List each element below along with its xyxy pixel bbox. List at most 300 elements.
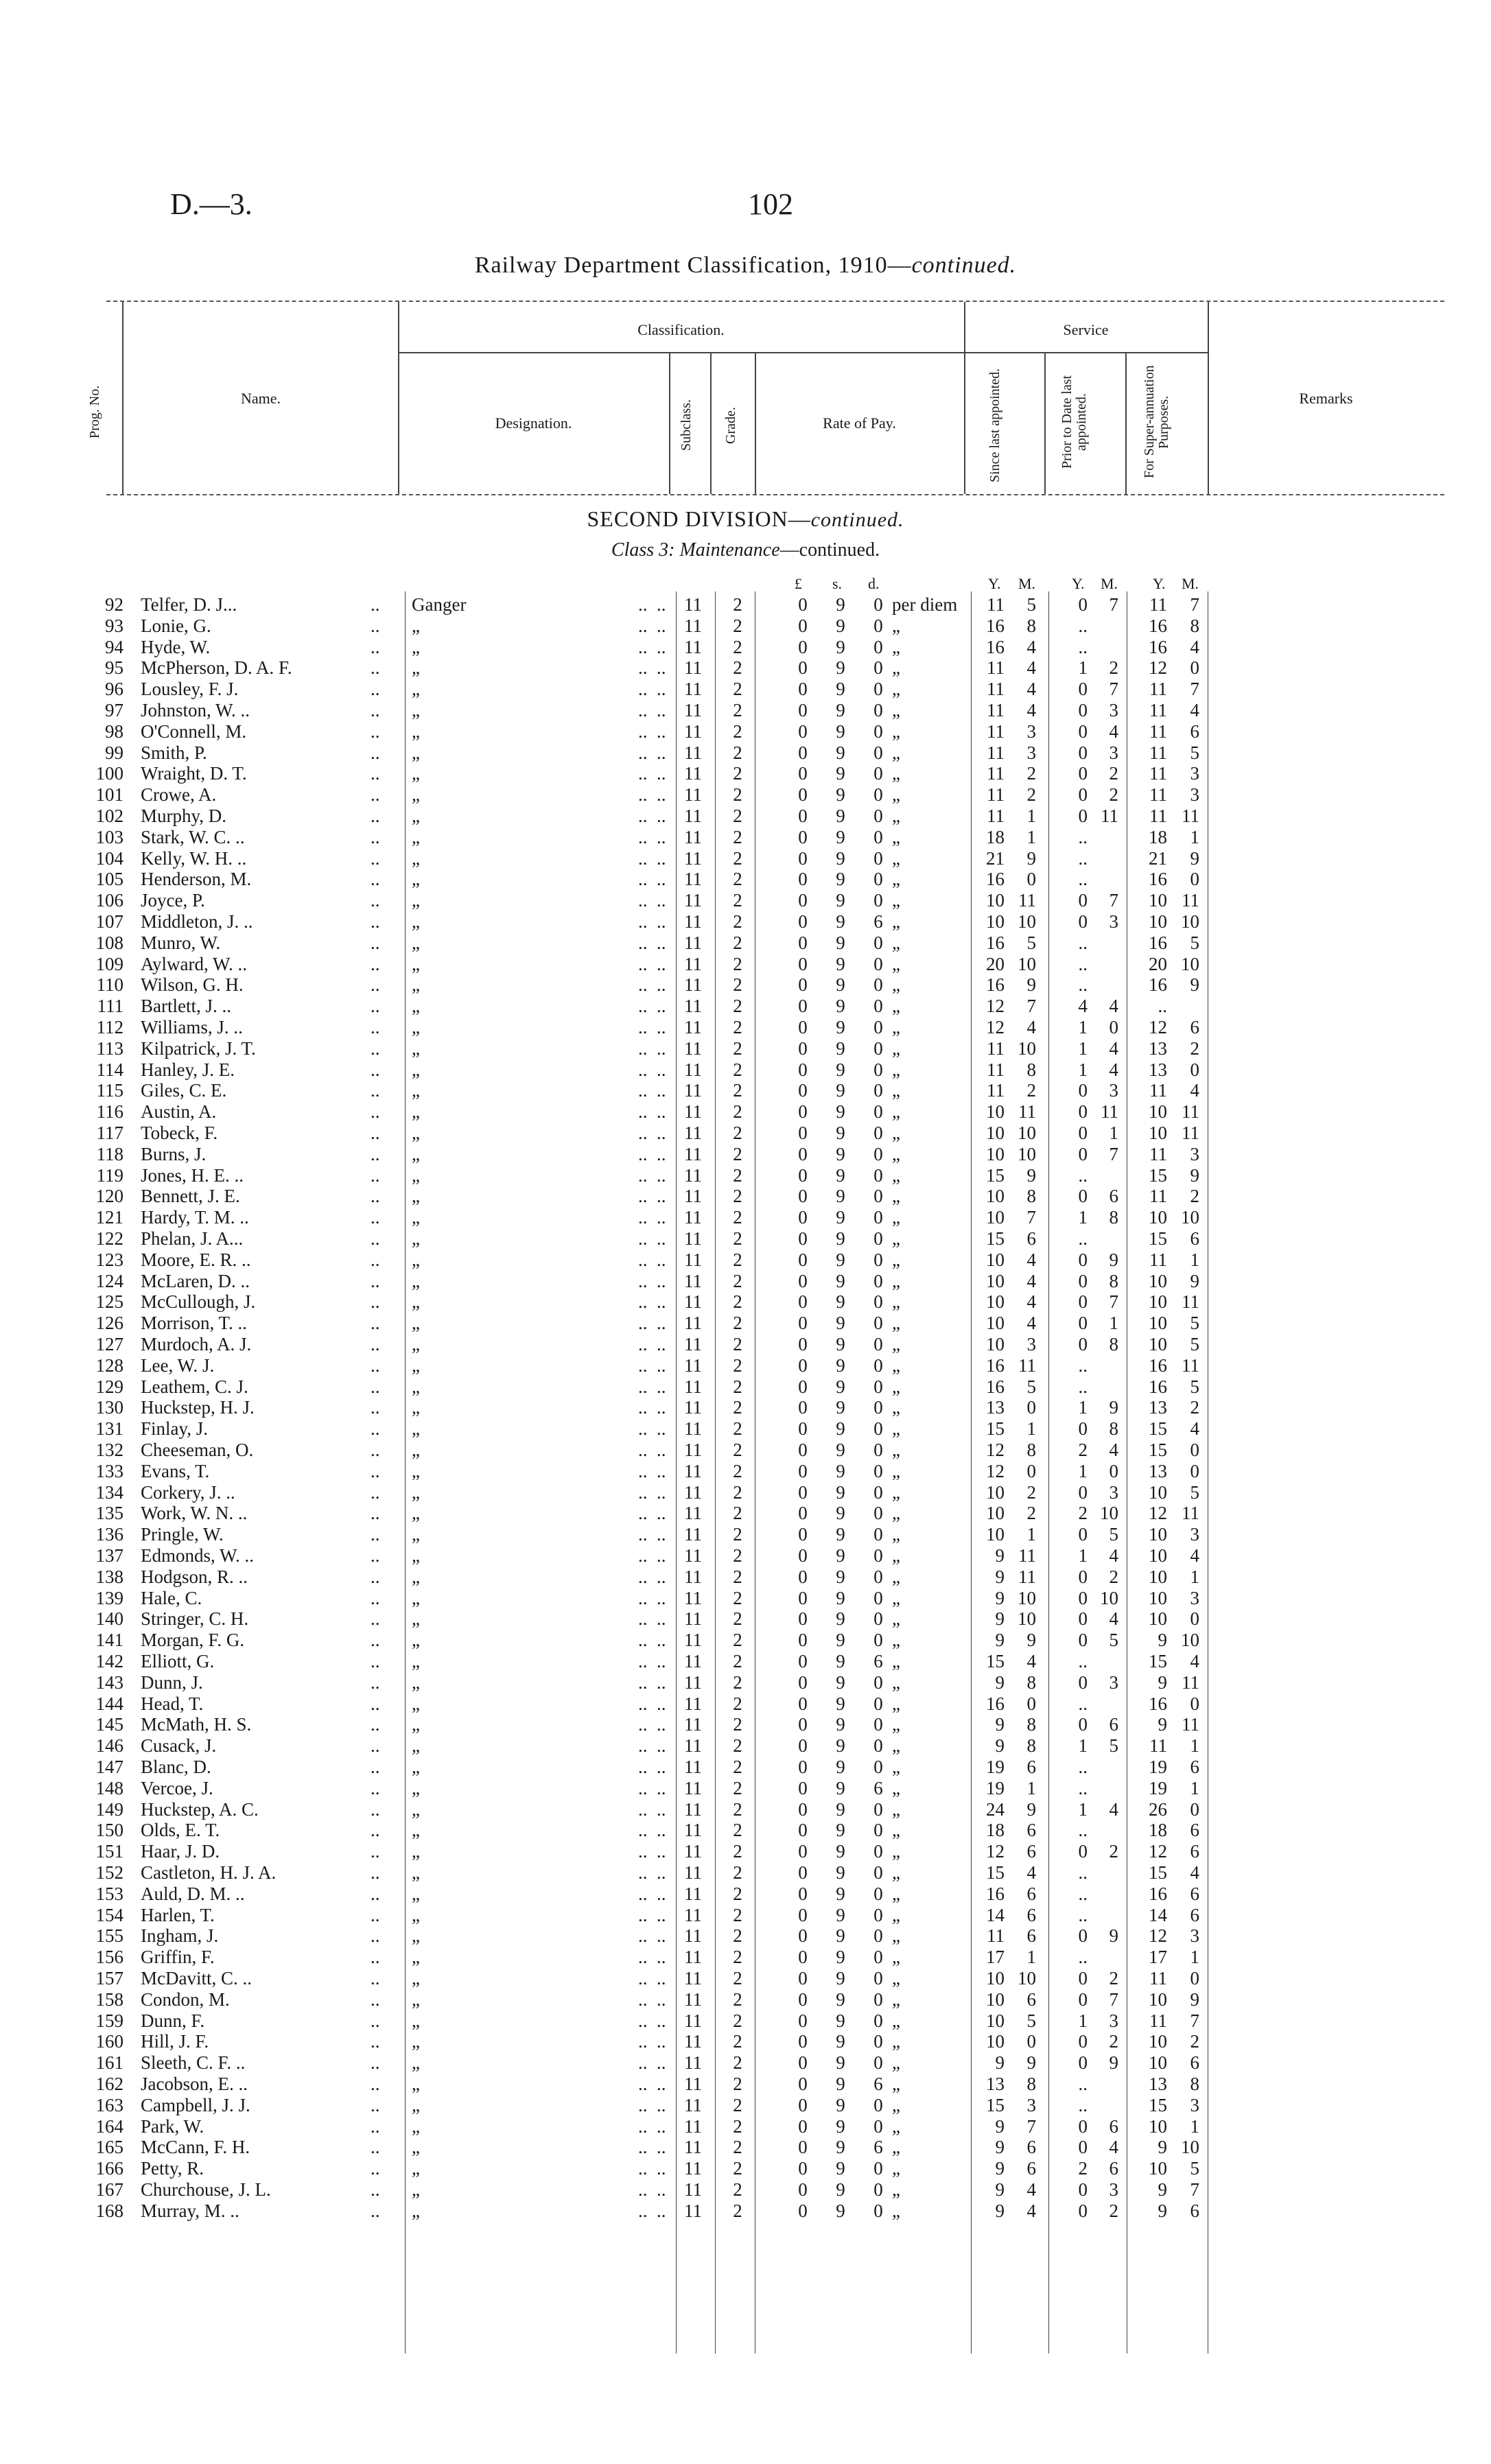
cell-name: Vercoe, J. bbox=[141, 1777, 213, 1798]
table-row bbox=[0, 1462, 1491, 1480]
leader-dots: .. .. bbox=[638, 1059, 666, 1080]
cell-prior-months: 2 bbox=[1109, 763, 1118, 784]
cell-rate-shillings: 9 bbox=[836, 1143, 845, 1164]
cell-prior-months: 7 bbox=[1109, 679, 1118, 700]
cell-grade: 2 bbox=[733, 720, 742, 742]
cell-rate-pence: 0 bbox=[873, 1228, 883, 1249]
cell-since-years: 9 bbox=[995, 2052, 1005, 2074]
cell-name: Leathem, C. J. bbox=[141, 1376, 248, 1397]
cell-rate-pounds: 0 bbox=[798, 2200, 808, 2221]
col-grade: Grade. bbox=[723, 407, 738, 444]
cell-name: Huckstep, A. C. bbox=[141, 1798, 259, 1820]
cell-name: Petty, R. bbox=[141, 2158, 204, 2179]
cell-since-months: 6 bbox=[1026, 1883, 1036, 1904]
cell-rate-pence: 0 bbox=[873, 1608, 883, 1630]
cell-super-years: 11 bbox=[1149, 2010, 1167, 2031]
cell-grade: 2 bbox=[733, 1587, 742, 1608]
cell-super-years: 19 bbox=[1149, 1777, 1167, 1798]
cell-rate-period: „ bbox=[892, 1123, 900, 1143]
cell-prog-no: 113 bbox=[96, 1037, 124, 1059]
table-row bbox=[0, 1208, 1491, 1226]
cell-since-months: 3 bbox=[1026, 720, 1036, 742]
cell-since-months: 10 bbox=[1018, 911, 1036, 932]
leader-dots: .. bbox=[371, 1841, 380, 1862]
cell-super-months: 7 bbox=[1190, 679, 1199, 700]
cell-since-months: 4 bbox=[1026, 657, 1036, 679]
cell-super-months: 0 bbox=[1190, 1059, 1199, 1080]
table-row bbox=[0, 1695, 1491, 1713]
table-row bbox=[0, 1842, 1491, 1860]
cell-designation: „ bbox=[412, 1587, 420, 1608]
cell-since-months: 6 bbox=[1026, 1228, 1036, 1249]
cell-prior-years: 0 bbox=[1078, 594, 1088, 615]
table-row bbox=[0, 1800, 1491, 1818]
cell-rate-pence: 0 bbox=[873, 1988, 883, 2010]
cell-super-months: 10 bbox=[1181, 2137, 1199, 2158]
cell-prior-months: 11 bbox=[1101, 806, 1118, 826]
table-row bbox=[0, 955, 1491, 973]
cell-name: Burns, J. bbox=[141, 1143, 207, 1164]
cell-rate-shillings: 9 bbox=[836, 1566, 845, 1587]
cell-name: Wraight, D. T. bbox=[141, 763, 247, 784]
cell-prog-no: 153 bbox=[95, 1883, 124, 1904]
cell-name: Evans, T. bbox=[141, 1460, 210, 1481]
leader-dots: .. bbox=[371, 826, 380, 847]
cell-grade: 2 bbox=[733, 1883, 742, 1904]
cell-super-months: 6 bbox=[1190, 1841, 1199, 1862]
cell-rate-period: „ bbox=[892, 615, 900, 636]
leader-dots: .. .. bbox=[638, 1164, 666, 1186]
cell-designation: „ bbox=[412, 1291, 420, 1313]
cell-super-years: 11 bbox=[1149, 1143, 1167, 1164]
leader-dots: .. bbox=[371, 890, 380, 911]
cell-since-years: 9 bbox=[995, 2115, 1005, 2137]
cell-rate-shillings: 9 bbox=[836, 2010, 845, 2031]
cell-super-years: 15 bbox=[1149, 1862, 1167, 1883]
cell-since-years: 18 bbox=[986, 826, 1005, 847]
cell-name: Griffin, F. bbox=[141, 1947, 215, 1968]
cell-since-months: 11 bbox=[1018, 890, 1036, 911]
cell-rate-pence: 0 bbox=[873, 1714, 883, 1735]
cell-super-months: 1 bbox=[1190, 1777, 1199, 1798]
table-row bbox=[0, 1568, 1491, 1586]
cell-super-months: 5 bbox=[1190, 1376, 1199, 1397]
cell-rate-pence: 0 bbox=[873, 1757, 883, 1777]
cell-rate-pounds: 0 bbox=[798, 2010, 808, 2031]
cell-grade: 2 bbox=[733, 2137, 742, 2158]
table-row bbox=[0, 1671, 1491, 1693]
cell-rate-pence: 0 bbox=[873, 1862, 883, 1883]
cell-rate-pence: 0 bbox=[873, 1270, 883, 1291]
cell-designation: „ bbox=[412, 1735, 420, 1757]
cell-since-months: 4 bbox=[1026, 1651, 1036, 1671]
cell-super-months: 11 bbox=[1182, 1123, 1199, 1143]
cell-rate-shillings: 9 bbox=[836, 2137, 845, 2158]
cell-since-years: 11 bbox=[987, 700, 1005, 720]
cell-prog-no: 106 bbox=[95, 890, 124, 911]
cell-since-months: 1 bbox=[1026, 1418, 1036, 1440]
leader-dots: .. bbox=[371, 2179, 380, 2200]
cell-rate-period: „ bbox=[892, 826, 900, 847]
cell-since-years: 18 bbox=[986, 1820, 1005, 1841]
cell-prog-no: 139 bbox=[95, 1587, 124, 1608]
cell-rate-shillings: 9 bbox=[836, 1841, 845, 1862]
cell-rate-period: „ bbox=[892, 1080, 900, 1101]
table-row bbox=[0, 2075, 1491, 2093]
leader-dots: .. bbox=[371, 1904, 380, 1925]
cell-designation: Ganger bbox=[412, 594, 467, 615]
cell-super-years: 11 bbox=[1149, 1735, 1167, 1757]
cell-prog-no: 114 bbox=[96, 1059, 124, 1080]
cell-prog-no: 156 bbox=[95, 1947, 124, 1968]
cell-prog-no: 111 bbox=[97, 996, 124, 1017]
cell-designation: „ bbox=[412, 847, 420, 869]
cell-since-years: 11 bbox=[987, 720, 1005, 742]
header-top-rule bbox=[106, 301, 1444, 302]
cell-rate-pence: 0 bbox=[873, 763, 883, 784]
cell-prog-no: 100 bbox=[95, 763, 124, 784]
cell-rate-shillings: 9 bbox=[836, 1186, 845, 1207]
leader-dots: .. .. bbox=[638, 2179, 666, 2200]
cell-super-months: 9 bbox=[1190, 1988, 1199, 2010]
cell-super-months: 1 bbox=[1190, 1566, 1199, 1587]
cell-name: Jacobson, E. .. bbox=[141, 2074, 248, 2094]
cell-rate-pounds: 0 bbox=[798, 1440, 808, 1460]
cell-super-months: 11 bbox=[1182, 1101, 1199, 1123]
cell-rate-period: „ bbox=[892, 742, 900, 763]
cell-super-years: 9 bbox=[1158, 1714, 1167, 1735]
cell-super-years: 11 bbox=[1149, 742, 1167, 763]
cell-super-years: 26 bbox=[1149, 1798, 1167, 1820]
cell-rate-period: „ bbox=[892, 1777, 900, 1798]
cell-designation: „ bbox=[412, 1017, 420, 1037]
cell-prior-years: 2 bbox=[1078, 1440, 1088, 1460]
cell-prog-no: 122 bbox=[95, 1228, 124, 1249]
cell-subclass: 11 bbox=[684, 2158, 702, 2179]
table-row bbox=[0, 1314, 1491, 1332]
cell-prior-months: 6 bbox=[1109, 1714, 1118, 1735]
cell-rate-shillings: 9 bbox=[836, 890, 845, 911]
cell-super-years: 15 bbox=[1149, 1164, 1167, 1186]
leader-dots: .. .. bbox=[638, 1524, 666, 1545]
cell-prior-months: 10 bbox=[1100, 1503, 1118, 1524]
cell-since-months: 4 bbox=[1026, 1291, 1036, 1313]
cell-subclass: 11 bbox=[684, 1651, 702, 1671]
cell-prog-no: 168 bbox=[95, 2200, 124, 2221]
cell-rate-pounds: 0 bbox=[798, 1291, 808, 1313]
cell-super-years: 9 bbox=[1158, 2200, 1167, 2221]
cell-since-years: 9 bbox=[995, 1735, 1005, 1757]
cell-designation: „ bbox=[412, 1481, 420, 1503]
cell-rate-pounds: 0 bbox=[798, 594, 808, 615]
cell-name: Olds, E. T. bbox=[141, 1820, 220, 1841]
cell-grade: 2 bbox=[733, 615, 742, 636]
leader-dots: .. bbox=[371, 1354, 380, 1376]
leader-dots: .. .. bbox=[638, 1228, 666, 1249]
cell-grade: 2 bbox=[733, 1798, 742, 1820]
cell-prior-years: 2 bbox=[1078, 2158, 1088, 2179]
leader-dots: .. bbox=[371, 953, 380, 974]
cell-super-months: 11 bbox=[1182, 1503, 1199, 1524]
cell-designation: „ bbox=[412, 1080, 420, 1101]
leader-dots: .. .. bbox=[638, 1418, 666, 1440]
table-row bbox=[0, 1420, 1491, 1438]
leader-dots: .. .. bbox=[638, 2115, 666, 2137]
leader-dots: .. bbox=[371, 932, 380, 953]
cell-prog-no: 108 bbox=[95, 932, 124, 953]
cell-since-months: 8 bbox=[1026, 1714, 1036, 1735]
cell-super-years: 16 bbox=[1149, 1354, 1167, 1376]
cell-rate-pence: 6 bbox=[873, 911, 883, 932]
cell-super-years: 15 bbox=[1149, 1228, 1167, 1249]
cell-rate-pence: 0 bbox=[873, 1693, 883, 1714]
cell-rate-pounds: 0 bbox=[798, 1207, 808, 1228]
cell-grade: 2 bbox=[733, 2158, 742, 2179]
cell-prior-months: 4 bbox=[1109, 996, 1118, 1017]
cell-name: Murphy, D. bbox=[141, 806, 226, 826]
leader-dots: .. bbox=[371, 1017, 380, 1037]
cell-since-months: 1 bbox=[1026, 1947, 1036, 1968]
leader-dots: .. bbox=[371, 1101, 380, 1123]
leader-dots: .. .. bbox=[638, 763, 666, 784]
cell-rate-shillings: 9 bbox=[836, 1503, 845, 1524]
cell-super-years: 11 bbox=[1149, 679, 1167, 700]
cell-since-months: 9 bbox=[1026, 974, 1036, 996]
cell-name: Tobeck, F. bbox=[141, 1123, 218, 1143]
cell-designation: „ bbox=[412, 1397, 420, 1418]
cell-rate-pence: 0 bbox=[873, 1503, 883, 1524]
cell-grade: 2 bbox=[733, 657, 742, 679]
cell-rate-period: „ bbox=[892, 1693, 900, 1714]
cell-super-years: 10 bbox=[1149, 1123, 1167, 1143]
cell-grade: 2 bbox=[733, 700, 742, 720]
leader-dots: .. .. bbox=[638, 806, 666, 826]
cell-grade: 2 bbox=[733, 1820, 742, 1841]
cell-since-months: 3 bbox=[1026, 1334, 1036, 1354]
cell-since-years: 16 bbox=[986, 1693, 1005, 1714]
table-row bbox=[0, 2202, 1491, 2220]
cell-prior-years: 1 bbox=[1078, 1017, 1088, 1037]
leader-dots: .. .. bbox=[638, 1460, 666, 1481]
cell-prog-no: 124 bbox=[95, 1270, 124, 1291]
cell-super-years: 12 bbox=[1149, 1841, 1167, 1862]
cell-since-years: 11 bbox=[987, 784, 1005, 806]
cell-prior-months: 3 bbox=[1109, 700, 1118, 720]
leader-dots: .. .. bbox=[638, 1630, 666, 1651]
cell-grade: 2 bbox=[733, 2115, 742, 2137]
table-row bbox=[0, 2096, 1491, 2114]
cell-designation: „ bbox=[412, 1186, 420, 1207]
cell-name: Hill, J. F. bbox=[141, 2031, 209, 2052]
cell-super-years: 15 bbox=[1149, 1440, 1167, 1460]
cell-prior-years: 0 bbox=[1078, 1143, 1088, 1164]
cell-prog-no: 165 bbox=[95, 2137, 124, 2158]
cell-designation: „ bbox=[412, 1693, 420, 1714]
cell-rate-pounds: 0 bbox=[798, 1397, 808, 1418]
cell-subclass: 11 bbox=[684, 679, 702, 700]
cell-rate-pounds: 0 bbox=[798, 1798, 808, 1820]
cell-prior-years: .. bbox=[1078, 1862, 1088, 1883]
leader-dots: .. bbox=[371, 1376, 380, 1397]
cell-grade: 2 bbox=[733, 1481, 742, 1503]
cell-rate-period: „ bbox=[892, 1143, 900, 1164]
cell-prior-years: 0 bbox=[1078, 2200, 1088, 2221]
cell-rate-pence: 0 bbox=[873, 974, 883, 996]
cell-since-years: 11 bbox=[987, 742, 1005, 763]
col-divider bbox=[710, 353, 712, 494]
cell-since-years: 10 bbox=[986, 2031, 1005, 2052]
table-row bbox=[0, 1715, 1491, 1733]
cell-prior-months: 9 bbox=[1109, 1397, 1118, 1418]
cell-prog-no: 167 bbox=[95, 2179, 124, 2200]
cell-rate-shillings: 9 bbox=[836, 594, 845, 615]
leader-dots: .. bbox=[371, 1503, 380, 1524]
cell-prior-months: 9 bbox=[1109, 2052, 1118, 2074]
cell-super-years: 19 bbox=[1149, 1757, 1167, 1777]
cell-since-months: 11 bbox=[1018, 1566, 1036, 1587]
cell-super-years: 16 bbox=[1149, 615, 1167, 636]
cell-since-years: 11 bbox=[987, 679, 1005, 700]
cell-super-years: 10 bbox=[1149, 1524, 1167, 1545]
cell-prior-years: 1 bbox=[1078, 1207, 1088, 1228]
cell-grade: 2 bbox=[733, 1313, 742, 1334]
cell-rate-pounds: 0 bbox=[798, 1777, 808, 1798]
leader-dots: .. bbox=[371, 1925, 380, 1947]
cell-rate-pence: 0 bbox=[873, 1080, 883, 1101]
cell-rate-shillings: 9 bbox=[836, 1059, 845, 1080]
cell-rate-period: „ bbox=[892, 636, 900, 657]
cell-rate-pounds: 0 bbox=[798, 1059, 808, 1080]
leader-dots: .. .. bbox=[638, 720, 666, 742]
leader-dots: .. bbox=[371, 763, 380, 784]
cell-grade: 2 bbox=[733, 1101, 742, 1123]
cell-rate-shillings: 9 bbox=[836, 2179, 845, 2200]
cell-super-years: 20 bbox=[1149, 953, 1167, 974]
table-row bbox=[0, 1230, 1491, 1247]
cell-rate-pence: 0 bbox=[873, 1207, 883, 1228]
cell-name: Wilson, G. H. bbox=[141, 974, 244, 996]
cell-subclass: 11 bbox=[684, 911, 702, 932]
cell-name: Morrison, T. .. bbox=[141, 1313, 247, 1334]
cell-rate-shillings: 9 bbox=[836, 1440, 845, 1460]
cell-rate-shillings: 9 bbox=[836, 2115, 845, 2137]
leader-dots: .. bbox=[371, 1270, 380, 1291]
cell-super-years: 21 bbox=[1149, 847, 1167, 869]
cell-rate-shillings: 9 bbox=[836, 1037, 845, 1059]
cell-prog-no: 109 bbox=[95, 953, 124, 974]
table-row bbox=[0, 2032, 1491, 2050]
cell-grade: 2 bbox=[733, 1059, 742, 1080]
leader-dots: .. .. bbox=[638, 615, 666, 636]
cell-super-months: 2 bbox=[1190, 1037, 1199, 1059]
cell-designation: „ bbox=[412, 1418, 420, 1440]
cell-subclass: 11 bbox=[684, 806, 702, 826]
cell-since-months: 6 bbox=[1026, 1925, 1036, 1947]
cell-prog-no: 163 bbox=[95, 2094, 124, 2115]
cell-prog-no: 150 bbox=[95, 1820, 124, 1841]
cell-rate-period: „ bbox=[892, 932, 900, 953]
col-service: Service bbox=[1063, 321, 1109, 338]
cell-name: Cusack, J. bbox=[141, 1735, 217, 1757]
cell-rate-shillings: 9 bbox=[836, 911, 845, 932]
leader-dots: .. .. bbox=[638, 1714, 666, 1735]
cell-rate-period: „ bbox=[892, 2074, 900, 2094]
cell-since-months: 1 bbox=[1026, 1524, 1036, 1545]
table-row bbox=[0, 1354, 1491, 1376]
cell-prior-years: .. bbox=[1078, 953, 1088, 974]
leader-dots: .. bbox=[371, 1481, 380, 1503]
cell-super-months: 1 bbox=[1190, 2115, 1199, 2137]
cell-rate-pounds: 0 bbox=[798, 1313, 808, 1334]
cell-subclass: 11 bbox=[684, 1587, 702, 1608]
cell-since-months: 4 bbox=[1026, 700, 1036, 720]
leader-dots: .. .. bbox=[638, 996, 666, 1017]
cell-grade: 2 bbox=[733, 826, 742, 847]
cell-name: Moore, E. R. .. bbox=[141, 1249, 251, 1270]
cell-rate-pounds: 0 bbox=[798, 1376, 808, 1397]
table-row bbox=[0, 2012, 1491, 2030]
cell-name: Condon, M. bbox=[141, 1988, 230, 2010]
cell-prior-months: 4 bbox=[1109, 1059, 1118, 1080]
cell-rate-shillings: 9 bbox=[836, 1693, 845, 1714]
cell-prior-months: 8 bbox=[1109, 1334, 1118, 1354]
cell-subclass: 11 bbox=[684, 1545, 702, 1566]
cell-name: Middleton, J. .. bbox=[141, 911, 253, 932]
cell-super-years: 11 bbox=[1149, 720, 1167, 742]
table-row bbox=[0, 1081, 1491, 1099]
cell-super-years: 10 bbox=[1149, 1566, 1167, 1587]
cell-prior-months: 10 bbox=[1100, 1587, 1118, 1608]
cell-rate-shillings: 9 bbox=[836, 1777, 845, 1798]
cell-since-months: 4 bbox=[1026, 1313, 1036, 1334]
cell-designation: „ bbox=[412, 911, 420, 932]
cell-super-years: 11 bbox=[1149, 594, 1167, 615]
cell-rate-period: „ bbox=[892, 784, 900, 806]
cell-rate-period: „ bbox=[892, 1904, 900, 1925]
cell-subclass: 11 bbox=[684, 2137, 702, 2158]
cell-super-years: 10 bbox=[1149, 1608, 1167, 1630]
cell-name: Work, W. N. .. bbox=[141, 1503, 248, 1524]
cell-since-months: 8 bbox=[1026, 1059, 1036, 1080]
table-row bbox=[0, 934, 1491, 952]
leader-dots: .. bbox=[371, 1947, 380, 1968]
cell-prior-years: 0 bbox=[1078, 2052, 1088, 2074]
cell-grade: 2 bbox=[733, 806, 742, 826]
cell-designation: „ bbox=[412, 2074, 420, 2094]
cell-since-years: 9 bbox=[995, 2137, 1005, 2158]
cell-super-years: 10 bbox=[1149, 1988, 1167, 2010]
cell-prior-years: 0 bbox=[1078, 679, 1088, 700]
cell-prior-years: 0 bbox=[1078, 1524, 1088, 1545]
division-continued: continued. bbox=[810, 508, 904, 531]
cell-grade: 2 bbox=[733, 1988, 742, 2010]
cell-rate-pence: 0 bbox=[873, 1059, 883, 1080]
cell-prog-no: 151 bbox=[95, 1841, 124, 1862]
cell-since-months: 9 bbox=[1026, 1798, 1036, 1820]
cell-prog-no: 123 bbox=[95, 1249, 124, 1270]
cell-prog-no: 143 bbox=[95, 1671, 124, 1693]
leader-dots: .. bbox=[371, 1988, 380, 2010]
cell-prog-no: 144 bbox=[95, 1693, 124, 1714]
cell-designation: „ bbox=[412, 615, 420, 636]
cell-prior-years: .. bbox=[1078, 636, 1088, 657]
leader-dots: .. bbox=[371, 1164, 380, 1186]
leader-dots: .. .. bbox=[638, 911, 666, 932]
table-row bbox=[0, 1293, 1491, 1311]
cell-grade: 2 bbox=[733, 1925, 742, 1947]
cell-super-months: 0 bbox=[1190, 657, 1199, 679]
cell-prior-years: .. bbox=[1078, 1947, 1088, 1968]
